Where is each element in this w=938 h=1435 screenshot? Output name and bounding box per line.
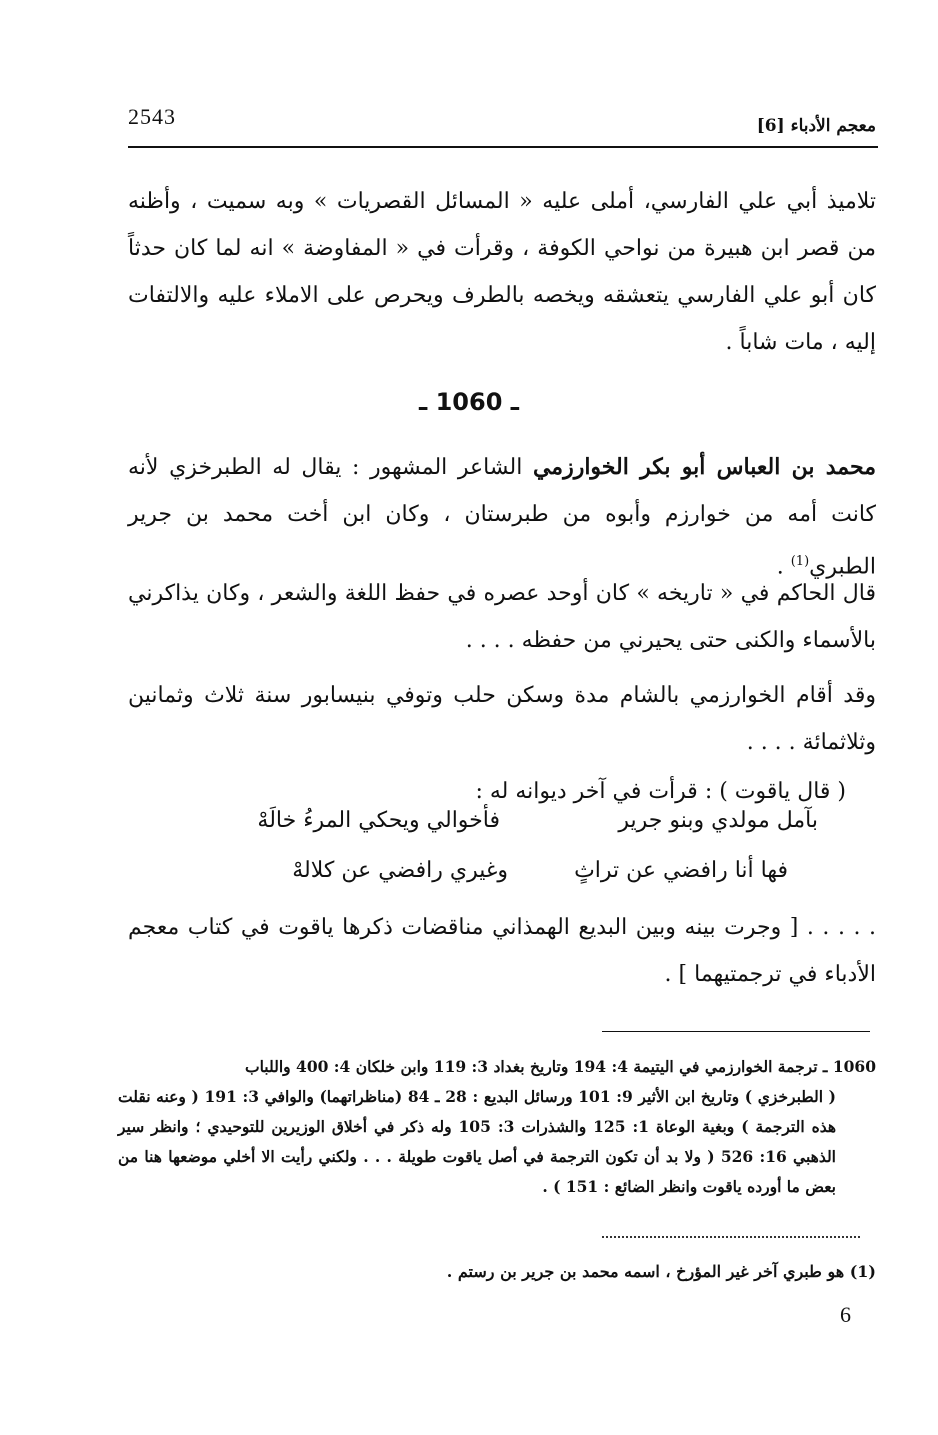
footnote-separator bbox=[602, 1031, 870, 1032]
dotted-separator bbox=[602, 1236, 860, 1238]
subject-name: محمد بن العباس أبو بكر الخوارزمي bbox=[532, 454, 876, 480]
paragraph-hamadhani: . . . . . [ وجرت بينه وبين البديع الهمذاني مناقضات ذكرها ياقوت في كتاب معجم الأدباء في ترجمتيهما ] . bbox=[128, 915, 876, 987]
verse-2-second-hemistich: وغيري رافضي عن كلالهْ bbox=[292, 858, 508, 883]
page-number-bottom: 6 bbox=[840, 1302, 851, 1327]
verse-1-first-hemistich: بآمل مولدي وبنو جرير bbox=[618, 808, 818, 833]
verse-2-first-hemistich: فها أنا رافضي عن تراثٍ bbox=[574, 858, 788, 883]
entry-number: ـ 1060 ـ bbox=[419, 388, 519, 416]
footnote-ref: (1) bbox=[790, 554, 810, 569]
source-footnote-first-line: 1060 ـ ترجمة الخوارزمي في اليتيمة 4: 194 وتاريخ بغداد 3: 119 وابن خلكان 4: 400 واللباب bbox=[244, 1057, 876, 1076]
paragraph-biography bbox=[128, 444, 876, 590]
page-number-top: 2543 bbox=[128, 104, 176, 129]
running-head: معجم الأدباء [6] bbox=[756, 116, 876, 136]
paragraph-hakim: قال الحاكم في « تاريخه » كان أوحد عصره في حفظ اللغة والشعر ، وكان يذاكرني بالأسماء والكنى حتى يحيرني من حفظه . . . . bbox=[128, 581, 876, 653]
source-footnote-continuation: ( الطبرخزي ) وتاريخ ابن الأثير 9: 101 ورسائل البديع : 28 ـ 84 (مناظراتهما) والوافي 3: 191 ( وعنه نقلت هذه الترجمة ) وبغية الوعاة 1: 125 والشذرات 3: 105 وله ذكر في أخلاق الوزيرين للتوحيدي ؛ وانظر سير الذهبي 16: 526 ( ولا بد أن تكون الترجمة في أصل ياقوت طويلة . . . ولكني رأيت الا أخلي موضعها هنا من بعض ما أورده ياقوت وانظر الضائع : 151 ) . bbox=[118, 1087, 837, 1196]
paragraph-khwarizmi: وقد أقام الخوارزمي بالشام مدة وسكن حلب وتوفي بنيسابور سنة ثلاث وثمانين وثلاثمائة . . . . bbox=[128, 683, 876, 755]
biography-end: . bbox=[776, 554, 791, 580]
biography-text: الشاعر المشهور : يقال له الطبرخزي لأنه كانت أمه من خوارزم وأبوه من طبرستان ، وكان ابن أخت محمد بن جرير الطبري bbox=[128, 455, 876, 580]
footnote-1: (1) هو طبري آخر غير المؤرخ ، اسمه محمد بن جرير بن رستم . bbox=[446, 1262, 876, 1281]
paragraph-intro: تلاميذ أبي علي الفارسي، أملى عليه « المسائل القصريات » وبه سميت ، وأظنه من قصر ابن هبيرة من نواحي الكوفة ، وقرأت في « المفاوضة » انه لما كان حدثاً كان أبو علي الفارسي يتعشقه ويخصه بالطرف ويحرص على الاملاء عليه والالتفات إليه ، مات شاباً . bbox=[128, 189, 876, 355]
source-footnote bbox=[118, 1052, 876, 1202]
verse-1-second-hemistich: فأخوالي ويحكي المرءُ خالَهْ bbox=[257, 808, 500, 833]
header-rule bbox=[128, 146, 878, 148]
quote-intro: ( قال ياقوت ) : قرأت في آخر ديوانه له : bbox=[475, 779, 846, 804]
